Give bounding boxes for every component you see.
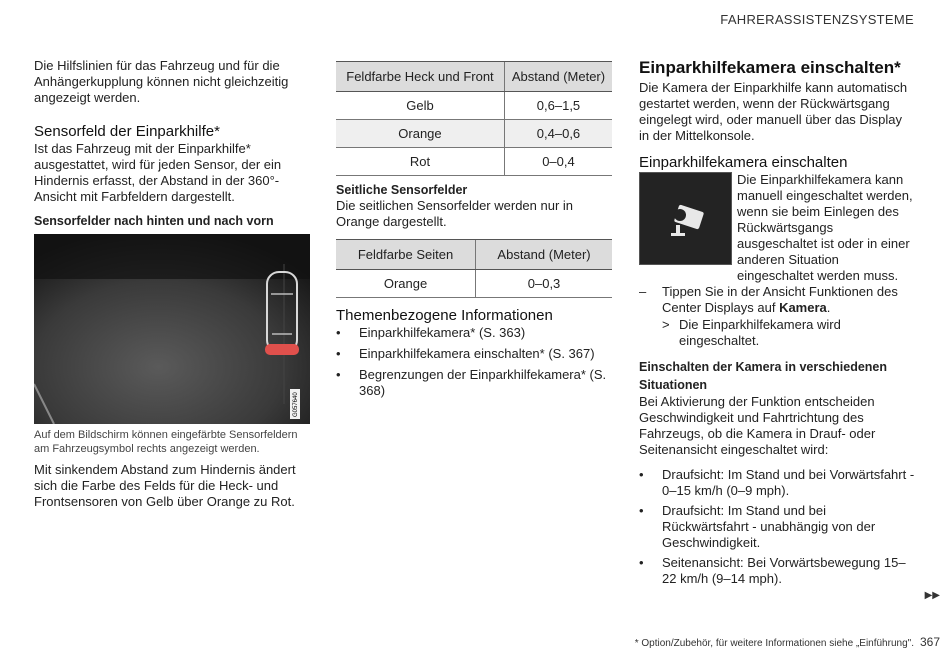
heading-sensorfelder: Sensorfelder nach hinten und nach vorn [34,214,274,228]
table-heck-front [336,61,612,176]
footer-note: * Option/Zubehör, für weitere Informationen siehe „Einführung". [634,638,914,649]
continue-arrows-icon: ▶▶ [924,590,940,601]
list-item[interactable]: • Einparkhilfekamera einschalten* (S. 367) [336,346,595,361]
column-2 [336,61,612,404]
list-item[interactable]: • Begrenzungen der Einparkhilfekamera* (S. 368) [336,367,607,398]
list-item: • Seitenansicht: Bei Vorwärtsbewegung 15–22 km/h (9–14 mph). [639,555,906,586]
heading-themen: Themenbezogene Informationen [336,307,553,324]
heading-seitlich: Seitliche Sensorfelder [336,183,468,197]
step-result: > Die Einparkhilfekamera wird eingeschaltet. [662,317,841,348]
kamera-label: Kamera [779,300,827,315]
heading-einschalten: Einparkhilfekamera einschalten [639,154,848,171]
page-number: 367 [919,635,940,649]
table1-header-2: Abstand (Meter) [504,62,612,92]
text-intro: Die Kamera der Einparkhilfe kann automatisch gestartet werden, wenn der Rückwärtsgang eingelegt wird, oder manuell über das Display in der Mittelkonsole. [639,80,908,143]
table-cell: Gelb [336,92,504,120]
image-code: G057640 [293,392,299,417]
table2-header-1: Feldfarbe Seiten [336,240,476,270]
table-seiten [336,239,612,298]
situationen-list [639,467,915,587]
table-cell: 0,6–1,5 [504,92,612,120]
column-1 [34,58,310,510]
parking-sensor-image [34,234,310,424]
text-abstand: Mit sinkendem Abstand zum Hindernis ändert sich die Farbe des Felds für die Heck- und Frontsensoren von Gelb über Orange zu Rot. [34,462,296,509]
page-title: Einparkhilfekamera einschalten* [639,58,901,77]
image-caption: Auf dem Bildschirm können eingefärbte Sensorfeldern am Fahrzeugsymbol rechts angezeigt werden. [34,429,298,455]
step-1: – Tippen Sie in der Ansicht Funktionen des Center Displays auf Kamera. [639,284,898,315]
page-footer [635,635,940,649]
heading-situationen: Einschalten der Kamera in verschiedenen Situationen [639,360,888,392]
camera-icon [639,172,732,265]
themen-list [336,325,612,399]
list-item[interactable]: • Einparkhilfekamera* (S. 363) [336,325,526,340]
table1-header-1: Feldfarbe Heck und Front [336,62,504,92]
table2-header-2: Abstand (Meter) [476,240,612,270]
table-cell: Orange [336,120,504,148]
list-item: • Draufsicht: Im Stand und bei Vorwärtsfahrt - 0–15 km/h (0–9 mph). [639,467,915,498]
heading-sensorfeld: Sensorfeld der Einparkhilfe* [34,123,220,140]
list-item: • Draufsicht: Im Stand und bei Rückwärtsfahrt - unabhängig von der Geschwindigkeit. [639,503,876,550]
text-seitlich: Die seitlichen Sensorfelder werden nur in Orange dargestellt. [336,198,574,229]
text-einschalten: Die Einparkhilfekamera kann manuell eingeschaltet werden, wenn sie beim Einlegen des Rückwärtsgangs ausgeschaltet ist oder in einer anderen Situation eingeschaltet werden muss. [737,172,913,283]
intro-text: Die Hilfslinien für das Fahrzeug und für die Anhängerkupplung können nicht gleichzeitig angezeigt werden. [34,58,289,105]
table-cell: 0,4–0,6 [504,120,612,148]
text-sensorfeld: Ist das Fahrzeug mit der Einparkhilfe* ausgestattet, wird für jeden Sensor, der ein Hindernis erfasst, der Abstand in der 360°-Ansicht mit Farbfeldern dargestellt. [34,141,282,204]
table-cell: 0–0,4 [504,148,612,176]
column-3 [639,58,915,592]
table-cell: 0–0,3 [476,270,612,298]
section-header: FAHRERASSISTENZSYSTEME [720,12,914,27]
table-cell: Rot [336,148,504,176]
table-cell: Orange [336,270,476,298]
text-situationen: Bei Aktivierung der Funktion entscheiden Geschwindigkeit und Fahrtrichtung des Fahrzeugs, ob die Kamera in Drauf- oder Seitenansicht eingeschaltet wird: [639,394,876,457]
